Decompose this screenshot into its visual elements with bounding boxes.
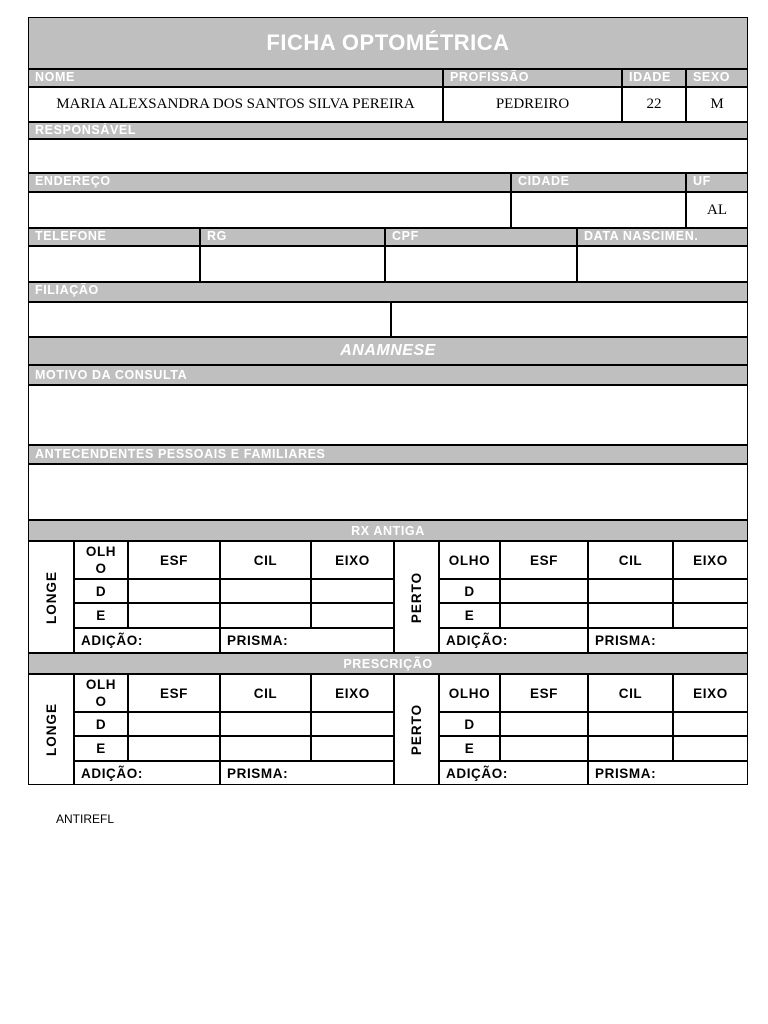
cidade-field[interactable]	[511, 192, 686, 228]
rx-antiga-perto-cil-header: CIL	[588, 541, 673, 579]
filiacao-field-2[interactable]	[391, 302, 748, 337]
rg-field[interactable]	[200, 246, 385, 282]
cpf-field[interactable]	[385, 246, 577, 282]
label-cpf: CPF	[385, 228, 577, 246]
antecedentes-field[interactable]	[28, 464, 748, 520]
rx-antiga-longe-e-cil[interactable]	[220, 603, 311, 628]
label-endereco: ENDEREÇO	[28, 173, 511, 192]
endereco-field[interactable]	[28, 192, 511, 228]
prescricao-perto-eixo-header: EIXO	[673, 674, 748, 712]
rx-antiga-perto-olho-header: OLHO	[439, 541, 500, 579]
idade-field[interactable]: 22	[622, 87, 686, 122]
label-profissao: PROFISSÃO	[443, 69, 622, 87]
rx-antiga-perto-e-eixo[interactable]	[673, 603, 748, 628]
rx-antiga-perto-esf-header: ESF	[500, 541, 588, 579]
label-cidade: CIDADE	[511, 173, 686, 192]
prescricao-longe-d-label: D	[74, 712, 128, 736]
prescricao-perto-d-cil[interactable]	[588, 712, 673, 736]
label-antecedentes: ANTECENDENTES PESSOAIS E FAMILIARES	[28, 445, 748, 464]
rx-antiga-longe-d-eixo[interactable]	[311, 579, 394, 603]
label-sexo: SEXO	[686, 69, 748, 87]
rx-antiga-longe-adicao[interactable]: ADIÇÃO:	[74, 628, 220, 653]
rx-antiga-perto-d-esf[interactable]	[500, 579, 588, 603]
rx-antiga-longe-eixo-header: EIXO	[311, 541, 394, 579]
prescricao-perto-prisma[interactable]: PRISMA:	[588, 761, 748, 785]
rx-antiga-perto-e-cil[interactable]	[588, 603, 673, 628]
rx-antiga-longe-e-esf[interactable]	[128, 603, 220, 628]
label-nome: NOME	[28, 69, 443, 87]
label-data-nascimento: DATA NASCIMEN.	[577, 228, 748, 246]
prescricao-perto-e-esf[interactable]	[500, 736, 588, 761]
rx-antiga-perto-d-label: D	[439, 579, 500, 603]
prescricao-perto-d-esf[interactable]	[500, 712, 588, 736]
rx-antiga-perto-d-eixo[interactable]	[673, 579, 748, 603]
prescricao-longe-e-eixo[interactable]	[311, 736, 394, 761]
rx-antiga-longe-e-label: E	[74, 603, 128, 628]
form-title: FICHA OPTOMÉTRICA	[28, 17, 748, 69]
rx-antiga-perto-e-label: E	[439, 603, 500, 628]
rx-antiga-perto-d-cil[interactable]	[588, 579, 673, 603]
filiacao-field-1[interactable]	[28, 302, 391, 337]
label-motivo-consulta: MOTIVO DA CONSULTA	[28, 365, 748, 385]
rx-antiga-perto-eixo-header: EIXO	[673, 541, 748, 579]
prescricao-longe-olho-header: OLH O	[74, 674, 128, 712]
prescricao-perto-cil-header: CIL	[588, 674, 673, 712]
rx-antiga-perto-label: PERTO	[394, 541, 439, 653]
anamnese-header: ANAMNESE	[28, 337, 748, 365]
prescricao-longe-d-cil[interactable]	[220, 712, 311, 736]
profissao-field[interactable]: PEDREIRO	[443, 87, 622, 122]
rx-antiga-longe-d-esf[interactable]	[128, 579, 220, 603]
rx-antiga-longe-d-label: D	[74, 579, 128, 603]
prescricao-longe-esf-header: ESF	[128, 674, 220, 712]
prescricao-perto-e-cil[interactable]	[588, 736, 673, 761]
rx-antiga-longe-olho-header: OLH O	[74, 541, 128, 579]
data-nascimento-field[interactable]	[577, 246, 748, 282]
prescricao-perto-d-label: D	[439, 712, 500, 736]
rx-antiga-longe-d-cil[interactable]	[220, 579, 311, 603]
prescricao-longe-cil-header: CIL	[220, 674, 311, 712]
label-rg: RG	[200, 228, 385, 246]
rx-antiga-longe-cil-header: CIL	[220, 541, 311, 579]
responsavel-field[interactable]	[28, 139, 748, 173]
label-filiacao: FILIAÇÃO	[28, 282, 748, 302]
motivo-consulta-field[interactable]	[28, 385, 748, 445]
prescricao-perto-adicao[interactable]: ADIÇÃO:	[439, 761, 588, 785]
prescricao-perto-esf-header: ESF	[500, 674, 588, 712]
rx-antiga-header: RX ANTIGA	[28, 520, 748, 541]
prescricao-longe-label: LONGE	[28, 674, 74, 785]
footer-note: ANTIREFL	[56, 812, 115, 826]
sexo-field[interactable]: M	[686, 87, 748, 122]
uf-field[interactable]: AL	[686, 192, 748, 228]
prescricao-longe-d-eixo[interactable]	[311, 712, 394, 736]
nome-field[interactable]: MARIA ALEXSANDRA DOS SANTOS SILVA PEREIRA	[28, 87, 443, 122]
prescricao-longe-prisma[interactable]: PRISMA:	[220, 761, 394, 785]
prescricao-longe-e-esf[interactable]	[128, 736, 220, 761]
prescricao-longe-e-cil[interactable]	[220, 736, 311, 761]
prescricao-perto-e-eixo[interactable]	[673, 736, 748, 761]
rx-antiga-longe-prisma[interactable]: PRISMA:	[220, 628, 394, 653]
telefone-field[interactable]	[28, 246, 200, 282]
prescricao-perto-e-label: E	[439, 736, 500, 761]
label-idade: IDADE	[622, 69, 686, 87]
rx-antiga-perto-e-esf[interactable]	[500, 603, 588, 628]
label-responsavel: RESPONSÁVEL	[28, 122, 748, 139]
prescricao-longe-adicao[interactable]: ADIÇÃO:	[74, 761, 220, 785]
rx-antiga-longe-label: LONGE	[28, 541, 74, 653]
label-telefone: TELEFONE	[28, 228, 200, 246]
prescricao-perto-d-eixo[interactable]	[673, 712, 748, 736]
rx-antiga-perto-prisma[interactable]: PRISMA:	[588, 628, 748, 653]
rx-antiga-perto-adicao[interactable]: ADIÇÃO:	[439, 628, 588, 653]
prescricao-longe-d-esf[interactable]	[128, 712, 220, 736]
prescricao-perto-olho-header: OLHO	[439, 674, 500, 712]
label-uf: UF	[686, 173, 748, 192]
rx-antiga-longe-e-eixo[interactable]	[311, 603, 394, 628]
rx-antiga-longe-esf-header: ESF	[128, 541, 220, 579]
prescricao-perto-label: PERTO	[394, 674, 439, 785]
prescricao-longe-eixo-header: EIXO	[311, 674, 394, 712]
prescricao-longe-e-label: E	[74, 736, 128, 761]
prescricao-header: PRESCRIÇÃO	[28, 653, 748, 674]
